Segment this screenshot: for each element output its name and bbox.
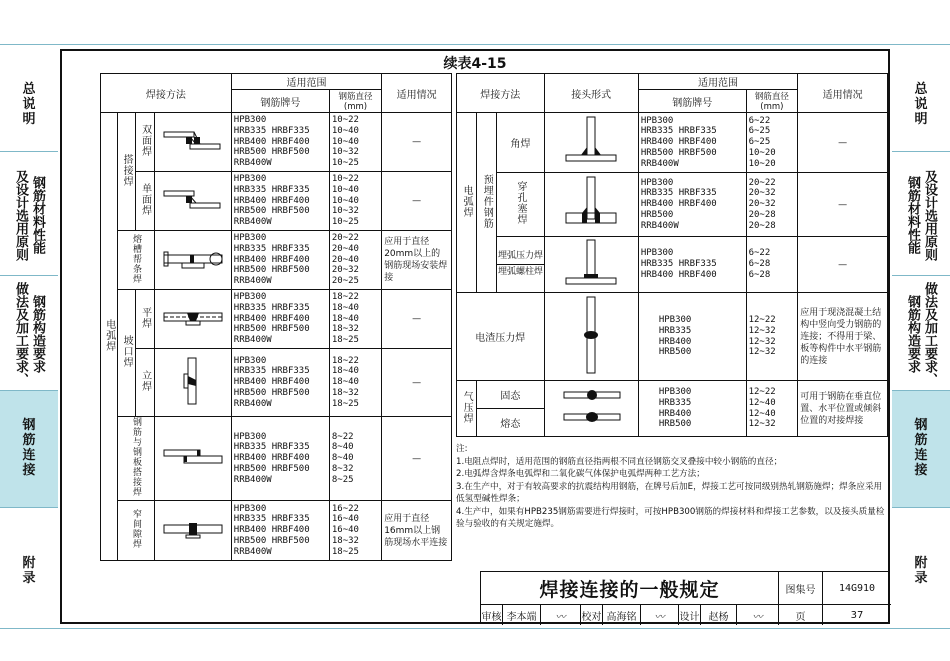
joint-diagram: [544, 173, 638, 237]
grades: HPB300 HRB335 HRBF335 HRB400 HRBF400 HRB500 RRB400W: [638, 173, 746, 237]
diameters: 20~22 20~40 20~40 20~32 20~25: [329, 231, 381, 290]
right-nav-materials-line2: 及设计选用原则: [922, 169, 937, 261]
diameters: 6~22 6~28 6~28: [746, 237, 798, 293]
usage: 可用于钢筋在垂直位置、水平位置或倾斜位置的对接焊接: [798, 381, 888, 437]
usage: —: [382, 113, 452, 172]
designer-name: 赵杨: [701, 605, 737, 625]
hdr-usage-r: 适用情况: [798, 74, 888, 113]
usage: —: [382, 349, 452, 417]
usage: 应用于直径20mm以上的钢筋现场安装焊接: [382, 231, 452, 290]
row-name: 熔槽帮条焊: [118, 231, 155, 290]
design-label: 设计: [679, 605, 701, 625]
grades: HPB300 HRB335 HRBF335 HRB400 HRBF400 HRB500 HRBF500 RRB400W: [231, 501, 329, 561]
title-block: [480, 571, 890, 624]
usage: —: [382, 290, 452, 349]
hdr-method: 焊接方法: [101, 74, 232, 113]
diameters: 12~22 12~32 12~32 12~32: [746, 293, 798, 381]
row-name: 角焊: [497, 113, 544, 173]
notes: [456, 443, 888, 531]
usage: —: [382, 172, 452, 231]
grades: HPB300 HRB335 HRB400 HRB500: [638, 381, 746, 437]
diameters: 8~22 8~40 8~40 8~32 8~25: [329, 417, 381, 501]
joint-diagram: [155, 349, 231, 417]
page-number: 37: [850, 609, 864, 621]
row-name: 平焊: [135, 290, 155, 349]
left-nav-materials-line1: 及设计选用原则: [13, 169, 28, 261]
usage: —: [798, 113, 888, 173]
usage: 应用于直径16mm以上钢筋现场水平连接: [382, 501, 452, 561]
row-name: 埋弧压力焊 埋弧螺柱焊: [497, 237, 544, 293]
row-name: 双面焊: [135, 113, 155, 172]
reviewer-name: 李本端: [503, 605, 541, 625]
embedded-group: 预埋件钢筋: [477, 113, 497, 293]
table-title: 续表4-15: [443, 56, 507, 72]
hdr-diameter-r: 钢筋直径(mm): [746, 90, 798, 113]
grades: HPB300 HRB335 HRBF335 HRB400 HRBF400 HRB500 HRBF500 RRB400W: [231, 349, 329, 417]
designer-signature: 〰︎: [737, 605, 779, 625]
row-name: 立焊: [135, 349, 155, 417]
left-nav-appendix[interactable]: 附 录: [22, 556, 36, 586]
joint-diagram: [155, 113, 231, 172]
right-nav-appendix[interactable]: 附 录: [914, 556, 928, 586]
diameters: 10~22 10~40 10~40 10~32 10~25: [329, 172, 381, 231]
diameters: 18~22 18~40 18~40 18~32 18~25: [329, 290, 381, 349]
row-name: 电渣压力焊: [457, 293, 545, 381]
diameters: 20~22 20~32 20~32 20~28 20~28: [746, 173, 798, 237]
left-sep-4: [0, 507, 58, 508]
left-nav-detailing-line2: 钢筋构造要求: [30, 295, 45, 373]
checker-signature: 〰︎: [641, 605, 679, 625]
right-nav-detailing[interactable]: [892, 280, 950, 388]
hdr-range: 适用范围: [231, 74, 381, 90]
sheet-title: 焊接连接的一般规定: [481, 572, 779, 605]
right-nav-detailing-line2: 做法及加工要求、: [922, 282, 937, 386]
joint-diagram: [155, 172, 231, 231]
note-4: 4.生产中，如果有HPB235钢筋需要进行焊接时，可按HPB300钢筋的焊接材料和焊接工艺参数，以及接头质量检验与验收的有关规定施焊。: [456, 506, 885, 529]
right-nav-detailing-line1: 钢筋构造要求: [905, 295, 920, 373]
atlas-number: 14G910: [823, 572, 891, 605]
reviewer-signature: 〰︎: [541, 605, 581, 625]
review-label: 审核: [481, 605, 503, 625]
right-welding-table: [456, 73, 888, 437]
drawing-frame: [60, 49, 890, 624]
hdr-diameter: 钢筋直径(mm): [329, 90, 381, 113]
right-sep-2: [892, 275, 950, 276]
row-name: 固态 熔态: [477, 381, 544, 437]
hdr-method-r: 焊接方法: [457, 74, 545, 113]
left-nav-materials-line2: 钢筋材料性能: [30, 176, 45, 254]
row-name: 窄间隙焊: [118, 501, 155, 561]
diameters: 10~22 10~40 10~40 10~32 10~25: [329, 113, 381, 172]
usage: —: [382, 417, 452, 501]
joint-diagram: [155, 417, 231, 501]
row-name: 穿孔塞焊: [497, 173, 544, 237]
check-label: 校对: [581, 605, 603, 625]
grades: HPB300 HRB335 HRBF335 HRB400 HRBF400 HRB500 HRBF500 RRB400W: [231, 172, 329, 231]
left-nav-general[interactable]: 总 说 明: [22, 82, 36, 127]
atlas-label: 图集号: [779, 572, 823, 605]
diameters: 16~22 16~40 16~40 18~32 18~25: [329, 501, 381, 561]
usage: 应用于现浇混凝土结构中竖向受力钢筋的连接；不得用于梁、板等构件中水平钢筋的连接: [798, 293, 888, 381]
hdr-usage: 适用情况: [382, 74, 452, 113]
right-nav-connection[interactable]: 钢 筋 连 接: [914, 418, 928, 478]
gas-group: 气压焊: [457, 381, 477, 437]
joint-diagram: [155, 290, 231, 349]
right-nav-general[interactable]: 总 说 明: [914, 82, 928, 127]
left-nav-detailing-line1: 做法及加工要求、: [13, 282, 28, 386]
right-sep-1: [892, 151, 950, 152]
joint-diagram: [544, 113, 638, 173]
joint-diagram: [155, 501, 231, 561]
right-sep-4: [892, 507, 950, 508]
top-rule: [0, 44, 950, 45]
grades: HPB300 HRB335 HRBF335 HRB400 HRBF400 HRB500 HRBF500 RRB400W: [231, 417, 329, 501]
diameters: 12~22 12~40 12~40 12~32: [746, 381, 798, 437]
bottom-rule: [0, 628, 950, 629]
left-nav-detailing[interactable]: [0, 280, 58, 388]
arc-group: 电弧焊: [457, 113, 477, 293]
hdr-joint-r: 接头形式: [544, 74, 638, 113]
checker-name: 高海铭: [603, 605, 641, 625]
left-welding-table: [100, 73, 452, 561]
grades: HPB300 HRB335 HRBF335 HRB400 HRBF400 HRB500 HRBF500 RRB400W: [231, 290, 329, 349]
grades: HPB300 HRB335 HRBF335 HRB400 HRBF400 HRB500 HRBF500 RRB400W: [231, 113, 329, 172]
grades: HPB300 HRB335 HRBF335 HRB400 HRBF400 HRB500 HRBF500 RRB400W: [231, 231, 329, 290]
left-category: 电弧焊: [101, 113, 118, 561]
hdr-grade: 钢筋牌号: [231, 90, 329, 113]
row-name: 钢筋与钢板搭接焊: [118, 417, 155, 501]
hdr-range-r: 适用范围: [638, 74, 797, 90]
diameters: 18~22 18~40 18~40 18~32 18~25: [329, 349, 381, 417]
left-nav-connection[interactable]: 钢 筋 连 接: [22, 418, 36, 478]
hdr-grade-r: 钢筋牌号: [638, 90, 746, 113]
lap-weld-group: 搭接焊: [118, 113, 135, 231]
note-header: 注:: [456, 444, 468, 454]
grades: HPB300 HRB335 HRB400 HRB500: [638, 293, 746, 381]
note-3: 3.在生产中，对于有较高要求的抗震结构用钢筋，在牌号后加E，焊接工艺可按同级别热轧钢筋施焊；焊条应采用低氢型碱性焊条；: [456, 481, 883, 504]
joint-diagram: [155, 231, 231, 290]
note-1: 1.电阻点焊时，适用范围的钢筋直径指两根不同直径钢筋交叉叠接中较小钢筋的直径；: [456, 456, 783, 467]
diameters: 6~22 6~25 6~25 10~20 10~20: [746, 113, 798, 173]
left-nav-materials[interactable]: [0, 160, 58, 270]
left-sep-2: [0, 275, 58, 276]
right-nav-materials-line1: 钢筋材料性能: [905, 176, 920, 254]
joint-diagram: [544, 293, 638, 381]
joint-diagram: [544, 237, 638, 293]
usage: —: [798, 237, 888, 293]
grades: HPB300 HRB335 HRBF335 HRB400 HRBF400: [638, 237, 746, 293]
joint-diagram: [544, 381, 638, 437]
row-name: 单面焊: [135, 172, 155, 231]
note-2: 2.电弧焊含焊条电弧焊和二氧化碳气体保护电弧焊两种工艺方法；: [456, 469, 705, 479]
usage: —: [798, 173, 888, 237]
page-label: 页: [779, 605, 823, 625]
right-nav-materials[interactable]: [892, 160, 950, 270]
groove-group: 坡口焊: [118, 290, 135, 417]
left-sep-1: [0, 151, 58, 152]
grades: HPB300 HRB335 HRBF335 HRB400 HRBF400 HRB500 HRBF500 RRB400W: [638, 113, 746, 173]
